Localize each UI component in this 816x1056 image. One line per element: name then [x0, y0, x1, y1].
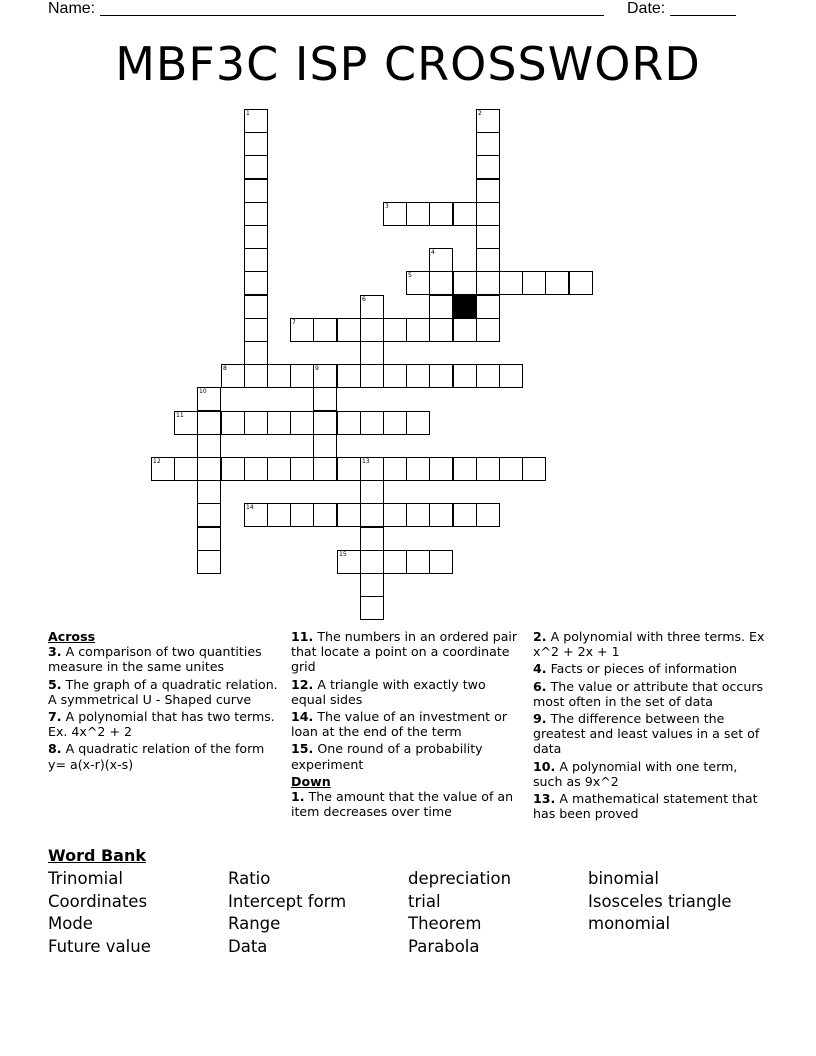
crossword-black-cell — [453, 295, 477, 319]
clues-column-3 — [533, 629, 765, 823]
crossword-cell[interactable] — [522, 271, 546, 295]
clue-number: 6 — [362, 296, 366, 303]
clue-number: 5 — [408, 272, 412, 279]
crossword-cell[interactable] — [244, 457, 268, 481]
crossword-cell[interactable] — [429, 457, 453, 481]
crossword-cell[interactable] — [290, 411, 314, 435]
crossword-cell[interactable] — [360, 596, 384, 620]
name-line[interactable] — [100, 0, 604, 16]
date-field[interactable] — [627, 0, 736, 18]
crossword-cell[interactable] — [406, 202, 430, 226]
crossword-cell[interactable] — [476, 248, 500, 272]
across-heading: Across — [48, 629, 96, 644]
crossword-cell[interactable] — [313, 503, 337, 527]
crossword-cell[interactable] — [290, 318, 314, 342]
crossword-cell[interactable] — [337, 411, 361, 435]
crossword-cell[interactable] — [429, 318, 453, 342]
crossword-cell[interactable] — [221, 364, 245, 388]
crossword-cell[interactable] — [174, 457, 198, 481]
crossword-cell[interactable] — [476, 155, 500, 179]
crossword-cell[interactable] — [476, 503, 500, 527]
crossword-cell[interactable] — [313, 457, 337, 481]
crossword-cell[interactable] — [244, 179, 268, 203]
crossword-cell[interactable] — [337, 364, 361, 388]
crossword-cell[interactable] — [151, 457, 175, 481]
crossword-cell[interactable] — [244, 225, 268, 249]
crossword-cell[interactable] — [360, 341, 384, 365]
crossword-cell[interactable] — [197, 411, 221, 435]
crossword-cell[interactable] — [406, 411, 430, 435]
clue-across-7: 7. A polynomial that has two terms. Ex. 4x^2 + 2 — [48, 709, 275, 740]
crossword-cell[interactable] — [244, 318, 268, 342]
crossword-cell[interactable] — [244, 132, 268, 156]
word-bank-item: depreciation — [408, 869, 512, 888]
crossword-cell[interactable] — [197, 457, 221, 481]
clue-down-9: 9. The difference between the greatest and least values in a set of data — [533, 711, 760, 757]
crossword-cell[interactable] — [453, 503, 477, 527]
clue-number: 4 — [431, 249, 435, 256]
crossword-cell[interactable] — [499, 457, 523, 481]
word-bank-item: Parabola — [408, 936, 480, 956]
word-bank-item: Coordinates — [48, 891, 148, 911]
crossword-cell[interactable] — [244, 248, 268, 272]
name-label: Name: — [48, 0, 96, 17]
clue-down-2: 2. A polynomial with three terms. Ex x^2 + 2x + 1 — [533, 629, 765, 660]
clue-number: 8 — [223, 365, 227, 372]
crossword-cell[interactable] — [406, 271, 430, 295]
crossword-cell[interactable] — [453, 271, 477, 295]
crossword-cell[interactable] — [313, 411, 337, 435]
word-bank-item: binomial — [588, 869, 659, 888]
crossword-cell[interactable] — [244, 411, 268, 435]
clue-number: 2 — [478, 110, 482, 117]
word-bank-column-1 — [48, 869, 151, 957]
crossword-cell[interactable] — [406, 364, 430, 388]
crossword-cell[interactable] — [197, 503, 221, 527]
clue-number: 3 — [385, 203, 389, 210]
crossword-cell[interactable] — [267, 457, 291, 481]
crossword-cell[interactable] — [360, 480, 384, 504]
crossword-cell[interactable] — [360, 573, 384, 597]
crossword-cell[interactable] — [337, 503, 361, 527]
crossword-cell[interactable] — [290, 364, 314, 388]
crossword-cell[interactable] — [476, 202, 500, 226]
page-title: MBF3C ISP CROSSWORD — [115, 37, 701, 91]
crossword-cell[interactable] — [429, 295, 453, 319]
crossword-cell[interactable] — [429, 364, 453, 388]
crossword-cell[interactable] — [197, 527, 221, 551]
crossword-cell[interactable] — [337, 550, 361, 574]
clue-number: 12 — [153, 458, 161, 465]
crossword-cell[interactable] — [197, 387, 221, 411]
word-bank-item: Trinomial — [48, 869, 123, 888]
crossword-cell[interactable] — [360, 364, 384, 388]
crossword-cell[interactable] — [290, 503, 314, 527]
crossword-cell[interactable] — [453, 318, 477, 342]
crossword-cell[interactable] — [267, 411, 291, 435]
word-bank-item: trial — [408, 891, 441, 911]
crossword-cell[interactable] — [313, 318, 337, 342]
crossword-cell[interactable] — [406, 550, 430, 574]
crossword-cell[interactable] — [476, 457, 500, 481]
down-heading: Down — [291, 773, 331, 789]
crossword-cell[interactable] — [360, 457, 384, 481]
crossword-cell[interactable] — [429, 550, 453, 574]
crossword-cell[interactable] — [197, 434, 221, 458]
crossword-cell[interactable] — [383, 364, 407, 388]
clue-number: 10 — [199, 388, 207, 395]
clue-down-1: 1. The amount that the value of an item decreases over time — [291, 789, 514, 820]
crossword-cell[interactable] — [453, 364, 477, 388]
crossword-cell[interactable] — [476, 179, 500, 203]
crossword-cell[interactable] — [244, 155, 268, 179]
crossword-cell[interactable] — [476, 271, 500, 295]
crossword-cell[interactable] — [337, 318, 361, 342]
crossword-cell[interactable] — [267, 503, 291, 527]
crossword-cell[interactable] — [406, 318, 430, 342]
crossword-cell[interactable] — [429, 271, 453, 295]
date-line[interactable] — [670, 0, 736, 16]
word-bank-item: Ratio — [228, 869, 271, 888]
crossword-cell[interactable] — [221, 411, 245, 435]
crossword-cell[interactable] — [337, 457, 361, 481]
crossword-cell[interactable] — [244, 271, 268, 295]
word-bank-column-4 — [588, 869, 732, 934]
crossword-cell[interactable] — [383, 457, 407, 481]
crossword-cell[interactable] — [313, 434, 337, 458]
crossword-cell[interactable] — [221, 457, 245, 481]
crossword-cell[interactable] — [499, 271, 523, 295]
word-bank-item: Range — [228, 914, 281, 933]
crossword-cell[interactable] — [244, 364, 268, 388]
clue-number: 15 — [339, 551, 347, 558]
crossword-cell[interactable] — [383, 503, 407, 527]
crossword-cell[interactable] — [429, 503, 453, 527]
crossword-cell[interactable] — [197, 550, 221, 574]
word-bank-item: Mode — [48, 914, 93, 933]
crossword-cell[interactable] — [429, 202, 453, 226]
crossword-cell[interactable] — [360, 503, 384, 527]
clue-down-4: 4. Facts or pieces of information — [533, 661, 737, 677]
clue-number: 13 — [362, 458, 370, 465]
clue-down-13: 13. A mathematical statement that has been proved — [533, 791, 758, 822]
crossword-cell[interactable] — [244, 109, 268, 133]
crossword-cell[interactable] — [360, 527, 384, 551]
clue-number: 14 — [246, 504, 254, 511]
word-bank-item: Future value — [48, 936, 151, 956]
crossword-cell[interactable] — [383, 318, 407, 342]
word-bank-title: Word Bank — [48, 846, 147, 865]
crossword-cell[interactable] — [499, 364, 523, 388]
crossword-cell[interactable] — [545, 271, 569, 295]
clue-across-15: 15. One round of a probability experiment — [291, 741, 483, 772]
crossword-cell[interactable] — [244, 341, 268, 365]
clue-number: 1 — [246, 110, 250, 117]
clue-across-8: 8. A quadratic relation of the form y= a(x-r)(x-s) — [48, 741, 265, 772]
clues-column-2 — [291, 629, 523, 821]
word-bank-item: monomial — [588, 914, 671, 933]
crossword-cell[interactable] — [244, 202, 268, 226]
crossword-cell[interactable] — [313, 364, 337, 388]
crossword-cell[interactable] — [522, 457, 546, 481]
clue-across-12: 12. A triangle with exactly two equal sides — [291, 676, 486, 707]
crossword-cell[interactable] — [406, 457, 430, 481]
word-bank-column-3 — [408, 869, 511, 957]
crossword-cell[interactable] — [476, 109, 500, 133]
clue-number: 11 — [176, 412, 184, 419]
crossword-cell[interactable] — [313, 387, 337, 411]
crossword-cell[interactable] — [453, 202, 477, 226]
word-bank-item: Theorem — [408, 914, 482, 933]
clue-down-6: 6. The value or attribute that occurs most often in the set of data — [533, 678, 764, 709]
clue-down-10: 10. A polynomial with one term, such as 9x^2 — [533, 758, 738, 789]
crossword-cell[interactable] — [429, 248, 453, 272]
crossword-cell[interactable] — [244, 503, 268, 527]
name-field[interactable] — [48, 0, 604, 18]
crossword-cell[interactable] — [360, 550, 384, 574]
crossword-cell[interactable] — [360, 411, 384, 435]
crossword-cell[interactable] — [360, 318, 384, 342]
crossword-cell[interactable] — [290, 457, 314, 481]
crossword-cell[interactable] — [383, 550, 407, 574]
clue-number: 9 — [315, 365, 319, 372]
clue-number: 7 — [292, 319, 296, 326]
clue-across-3: 3. A comparison of two quantities measure in the same unites — [48, 644, 262, 675]
crossword-cell[interactable] — [383, 411, 407, 435]
word-bank-column-2 — [228, 869, 346, 957]
date-label: Date: — [627, 0, 666, 17]
crossword-cell[interactable] — [174, 411, 198, 435]
clue-across-11: 11. The numbers in an ordered pair that locate a point on a coordinate grid — [291, 629, 518, 675]
word-bank-item: Intercept form — [228, 891, 347, 911]
crossword-cell[interactable] — [383, 202, 407, 226]
crossword-cell[interactable] — [569, 271, 593, 295]
crossword-cell[interactable] — [406, 503, 430, 527]
crossword-cell[interactable] — [476, 318, 500, 342]
crossword-cell[interactable] — [453, 457, 477, 481]
word-bank-item: Isosceles triangle — [588, 891, 732, 911]
crossword-cell[interactable] — [197, 480, 221, 504]
crossword-cell[interactable] — [244, 295, 268, 319]
crossword-cell[interactable] — [476, 295, 500, 319]
crossword-cell[interactable] — [360, 295, 384, 319]
clues-column-1 — [48, 629, 280, 774]
crossword-cell[interactable] — [476, 132, 500, 156]
clue-across-5: 5. The graph of a quadratic relation. A symmetrical U - Shaped curve — [48, 676, 278, 707]
crossword-cell[interactable] — [476, 225, 500, 249]
word-bank-item: Data — [228, 936, 268, 956]
crossword-cell[interactable] — [476, 364, 500, 388]
clue-across-14: 14. The value of an investment or loan at the end of the term — [291, 709, 508, 740]
crossword-cell[interactable] — [267, 364, 291, 388]
